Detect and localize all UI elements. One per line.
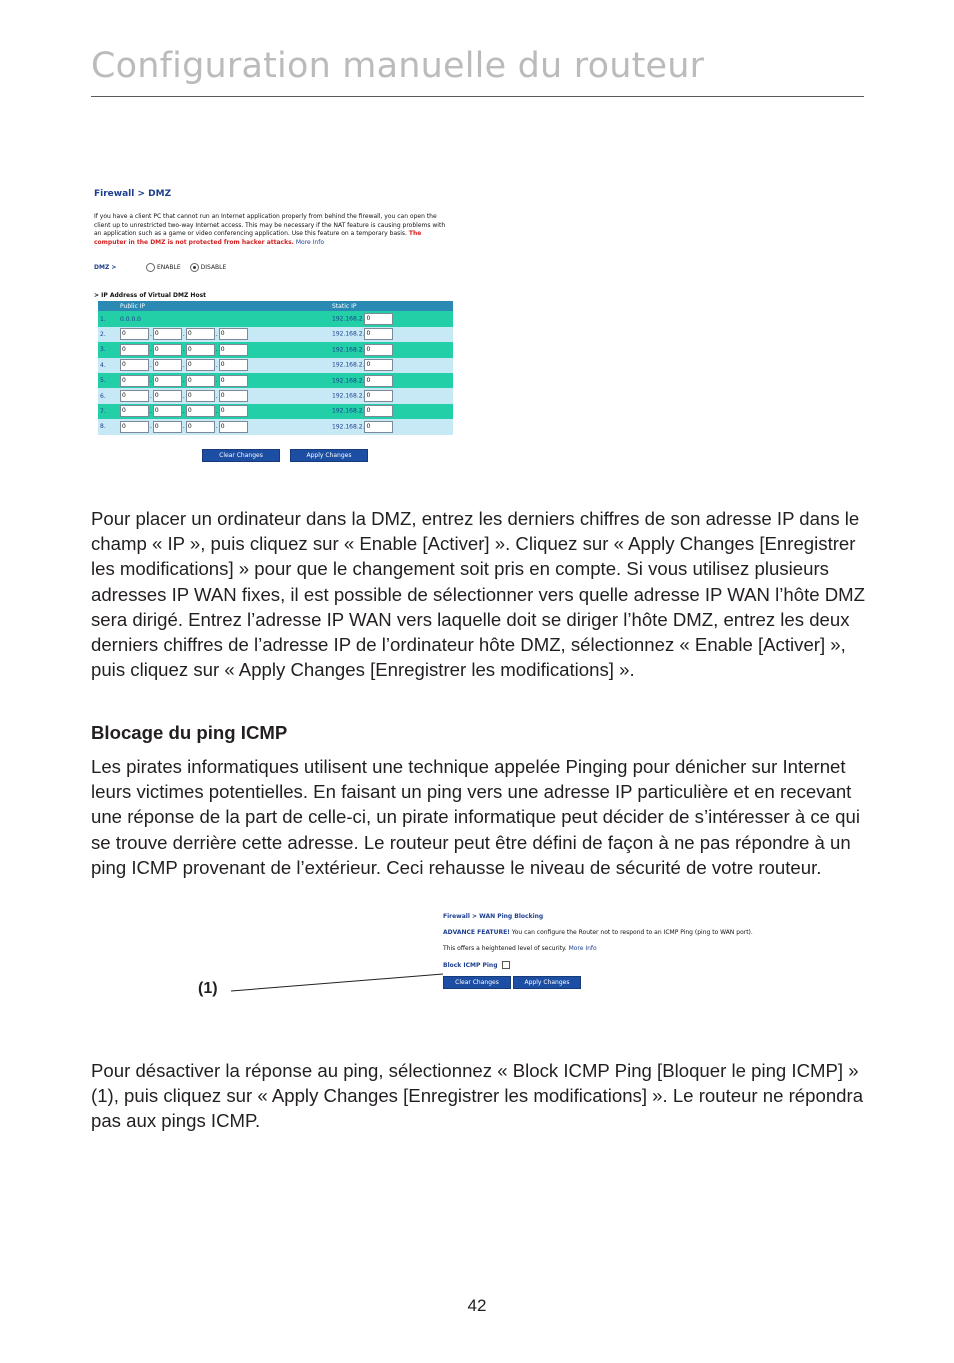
row-number: 3. <box>98 342 118 357</box>
ping-clear-changes-button[interactable]: Clear Changes <box>443 976 511 989</box>
dmz-description-text: If you have a client PC that cannot run an Internet application properly from behind the firewall, you can open the client up to unrestricted two-way Internet access. This may be necessary if the NAT feature is causing problems with an application such as a game or video conferencing application. Use this feature on a temporary basis. <box>94 213 446 238</box>
static-ip-input[interactable]: 0 <box>364 375 393 387</box>
static-ip-input[interactable]: 0 <box>364 405 393 417</box>
public-ip-octet-input[interactable]: 0 <box>186 390 215 402</box>
static-prefix: 192.168.2. <box>332 377 365 385</box>
dmz-warning: The computer in the DMZ is not protected from hacker attacks. <box>94 230 422 246</box>
callout-label: (1) <box>198 980 218 997</box>
advance-feature-label: ADVANCE FEATURE! <box>443 929 510 936</box>
static-prefix: 192.168.2. <box>332 392 365 400</box>
table-row: 8. 0 . 0 . 0 . 0 192.168.2. 0 <box>98 419 453 434</box>
disable-label: DISABLE <box>200 264 227 272</box>
ping-more-info-link[interactable]: More Info <box>568 945 597 952</box>
public-ip-octet-input[interactable]: 0 <box>153 375 182 387</box>
static-prefix: 192.168.2. <box>332 315 365 323</box>
public-ip-octet-input[interactable]: 0 <box>186 359 215 371</box>
dmz-label: DMZ > <box>94 264 117 272</box>
row-number: 2. <box>98 327 118 342</box>
static-prefix: 192.168.2. <box>332 346 365 354</box>
static-prefix: 192.168.2. <box>332 423 365 431</box>
advance-feature-text: You can configure the Router not to respond to an ICMP Ping (ping to WAN port). <box>511 929 753 936</box>
public-ip-value: 0.0.0.0 <box>118 311 330 326</box>
public-ip-octet-input[interactable]: 0 <box>120 359 149 371</box>
table-row: 4. 0 . 0 . 0 . 0 192.168.2. 0 <box>98 358 453 373</box>
public-ip-octet-input[interactable]: 0 <box>219 375 248 387</box>
public-ip-octet-input[interactable]: 0 <box>153 390 182 402</box>
paragraph-ping-explanation: Les pirates informatiques utilisent une technique appelée Pinging pour dénicher sur Internet leurs victimes potentielles. En faisant un ping vers une adresse IP particulière et en recevant une réponse de la part de celle-ci, un pirate informatique peut décider de s’intéresser à ce qui se trouve derrière cette adresse. Le routeur peut être défini de façon à ne pas répondre à un ping ICMP provenant de l’extérieur. Ceci rehausse le niveau de sécurité de votre routeur. <box>91 756 860 878</box>
row-number: 6. <box>98 388 118 403</box>
public-ip-octet-input[interactable]: 0 <box>120 375 149 387</box>
public-ip-octet-input[interactable]: 0 <box>153 421 182 433</box>
enable-label: ENABLE <box>157 264 181 272</box>
page-number: 42 <box>467 1296 487 1315</box>
row-number: 5. <box>98 373 118 388</box>
public-ip-octet-input[interactable]: 0 <box>120 390 149 402</box>
dmz-breadcrumb: Firewall > DMZ <box>94 189 172 199</box>
row-number: 4. <box>98 358 118 373</box>
dmz-table-caption: > IP Address of Virtual DMZ Host <box>94 292 207 300</box>
public-ip-octet-input[interactable]: 0 <box>120 405 149 417</box>
public-ip-octet-input[interactable]: 0 <box>219 390 248 402</box>
public-ip-octet-input[interactable]: 0 <box>153 328 182 340</box>
section-heading-icmp: Blocage du ping ICMP <box>91 722 288 743</box>
table-row: 7. 0 . 0 . 0 . 0 192.168.2. 0 <box>98 404 453 419</box>
static-prefix: 192.168.2. <box>332 330 365 338</box>
public-ip-octet-input[interactable]: 0 <box>186 344 215 356</box>
apply-changes-button[interactable]: Apply Changes <box>290 449 368 462</box>
public-ip-octet-input[interactable]: 0 <box>153 359 182 371</box>
public-ip-octet-input[interactable]: 0 <box>219 328 248 340</box>
table-row: 6. 0 . 0 . 0 . 0 192.168.2. 0 <box>98 388 453 403</box>
ping-apply-changes-button[interactable]: Apply Changes <box>513 976 581 989</box>
page-title: Configuration manuelle du routeur <box>91 46 705 86</box>
clear-changes-button[interactable]: Clear Changes <box>202 449 280 462</box>
static-ip-input[interactable]: 0 <box>364 344 393 356</box>
static-ip-input[interactable]: 0 <box>364 328 393 340</box>
security-text: This offers a heightened level of security. <box>443 945 567 952</box>
static-ip-input[interactable]: 0 <box>364 313 393 325</box>
public-ip-octet-input[interactable]: 0 <box>186 375 215 387</box>
ping-breadcrumb: Firewall > WAN Ping Blocking <box>443 913 544 920</box>
public-ip-octet-input[interactable]: 0 <box>153 405 182 417</box>
col-public-ip: Public IP <box>118 301 330 311</box>
public-ip-octet-input[interactable]: 0 <box>120 344 149 356</box>
static-ip-input[interactable]: 0 <box>364 359 393 371</box>
public-ip-octet-input[interactable]: 0 <box>186 328 215 340</box>
static-ip-input[interactable]: 0 <box>364 390 393 402</box>
public-ip-octet-input[interactable]: 0 <box>120 421 149 433</box>
static-prefix: 192.168.2. <box>332 361 365 369</box>
table-row: 5. 0 . 0 . 0 . 0 192.168.2. 0 <box>98 373 453 388</box>
static-prefix: 192.168.2. <box>332 407 365 415</box>
table-row: 3. 0 . 0 . 0 . 0 192.168.2. 0 <box>98 342 453 357</box>
row-number: 1. <box>98 311 118 326</box>
paragraph-block-ping-instructions: Pour désactiver la réponse au ping, sélectionnez « Block ICMP Ping [Bloquer le ping ICMP] » (1), puis cliquez sur « Apply Changes [Enregistrer les modifications] ». Le routeur ne répondra pas aux pings ICMP. <box>91 1060 864 1132</box>
public-ip-octet-input[interactable]: 0 <box>186 405 215 417</box>
public-ip-octet-input[interactable]: 0 <box>219 405 248 417</box>
row-number: 7. <box>98 404 118 419</box>
row-number: 8. <box>98 419 118 434</box>
paragraph-dmz-instructions: Pour placer un ordinateur dans la DMZ, entrez les derniers chiffres de son adresse IP dans le champ « IP », puis cliquez sur « Enable [Activer] ». Cliquez sur « Apply Changes [Enregistrer les modifications] » pour que le changement soit pris en compte. Si vous utilisez plusieurs adresses IP WAN fixes, il est possible de sélectionner vers quelle adresse IP WAN l’hôte DMZ sera dirigé. Entrez l’adresse IP WAN vers laquelle doit se diriger l’hôte DMZ, entrez les deux derniers chiffres de l’adresse IP de l’ordinateur hôte DMZ, sélectionnez « Enable [Activer] », puis cliquez sur « Apply Changes [Enregistrer les modifications] ». <box>91 508 866 681</box>
public-ip-octet-input[interactable]: 0 <box>120 328 149 340</box>
dmz-more-info-link[interactable]: More Info <box>295 238 324 246</box>
public-ip-octet-input[interactable]: 0 <box>219 421 248 433</box>
public-ip-octet-input[interactable]: 0 <box>219 359 248 371</box>
public-ip-octet-input[interactable]: 0 <box>153 344 182 356</box>
static-ip-input[interactable]: 0 <box>364 421 393 433</box>
public-ip-octet-input[interactable]: 0 <box>219 344 248 356</box>
table-row: 2. 0 . 0 . 0 . 0 192.168.2. 0 <box>98 327 453 342</box>
public-ip-octet-input[interactable]: 0 <box>186 421 215 433</box>
col-static-ip: Static IP <box>330 301 453 311</box>
block-icmp-label: Block ICMP Ping <box>443 961 498 969</box>
